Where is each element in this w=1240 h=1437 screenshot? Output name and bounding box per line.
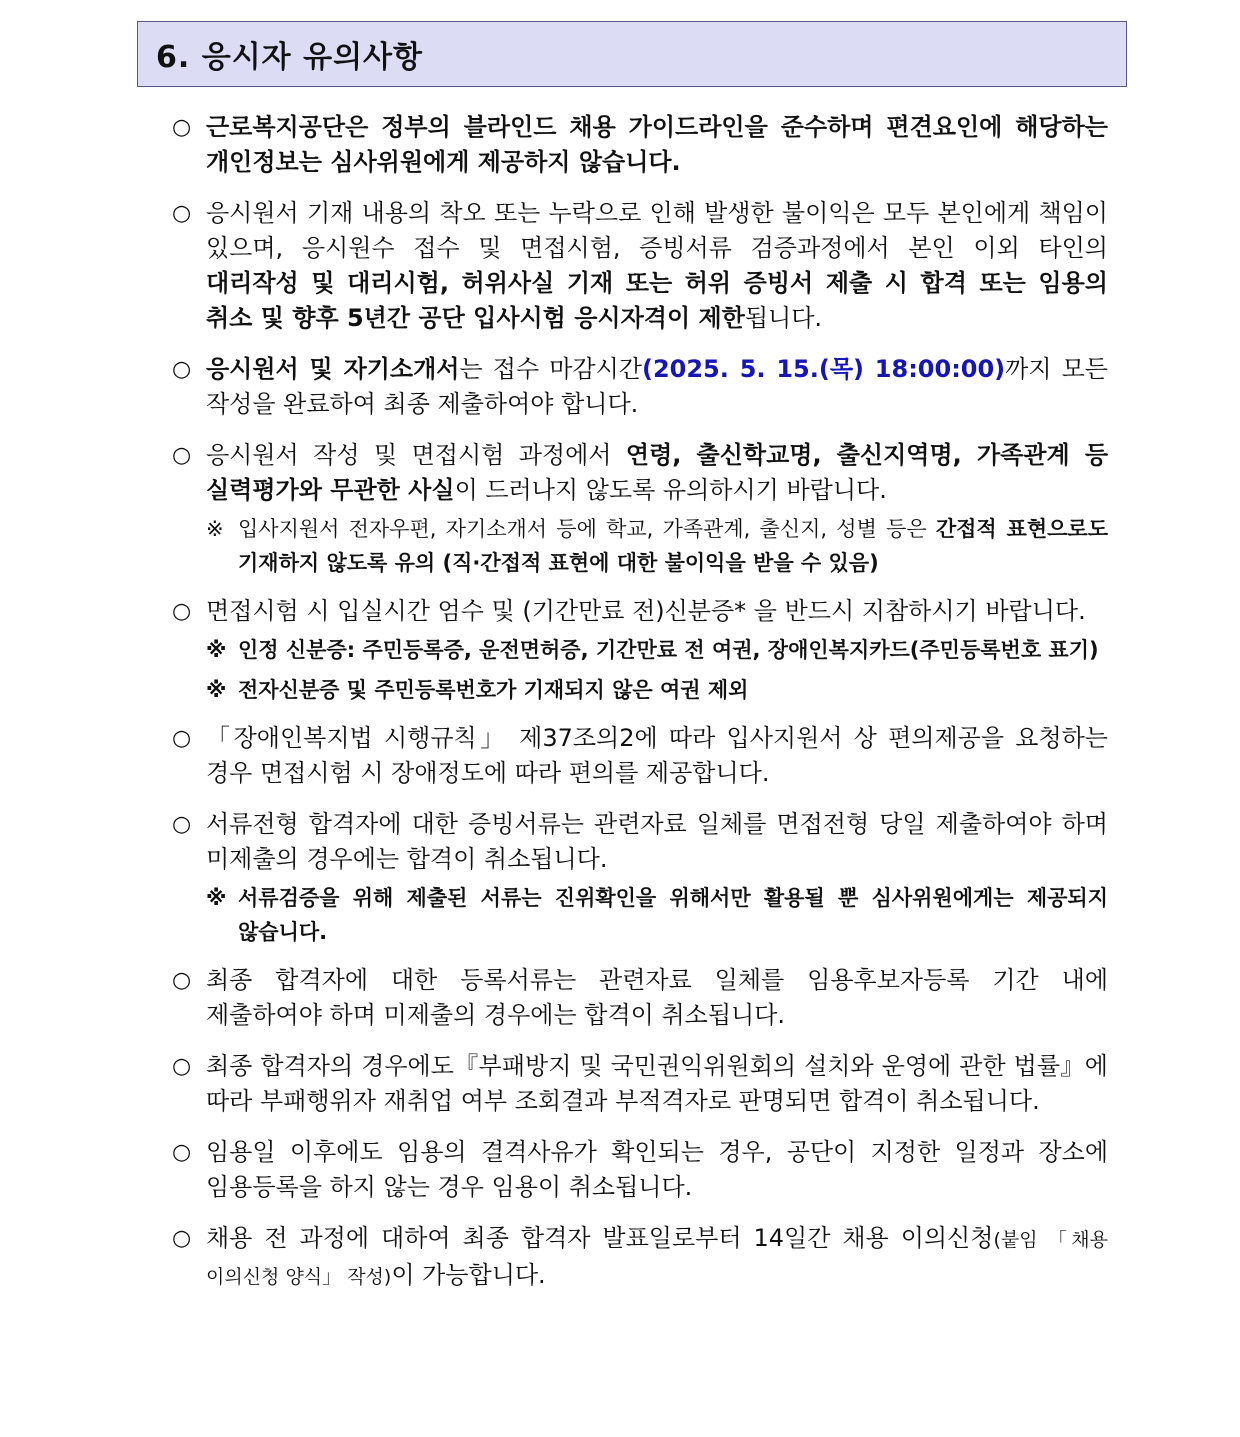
bullet-icon: ○ [172,443,192,468]
notice-item-deadline [172,352,1108,422]
notice-item-blind-hiring [172,110,1108,180]
deadline-text: (2025. 5. 15.(목) 18:00:00) [641,355,1006,383]
notice-text: 서류전형 합격자에 대한 증빙서류는 관련자료 일체를 면접전형 당일 제출하여야 하며 미제출의 경우에는 합격이 취소됩니다. [206,810,1108,873]
notice-text: 최종 합격자의 경우에도『부패방지 및 국민권익위원회의 설치와 운영에 관한 법률』에 따라 부패행위자 재취업 여부 조회결과 부적격자로 판명되면 합격이 취소됩니다. [206,1052,1108,1115]
section-title: 6. 응시자 유의사항 [156,40,424,75]
note-mark-icon: ※ [206,638,227,662]
notice-text [206,110,1108,180]
notice-bold-text: 응시원서 및 자기소개서 [206,355,460,383]
notice-item-appointment-cancellation [172,1135,1108,1205]
notice-bold-text: 대리작성 및 대리시험, 허위사실 기재 또는 허위 증빙서 제출 시 합격 또는 임용의 취소 및 향후 5년간 공단 입사시험 응시자격이 제한 [206,269,1108,332]
bullet-icon: ○ [172,726,192,751]
bullet-icon: ○ [172,1054,192,1079]
note-mark-icon: ※ [206,678,227,702]
notice-text [206,196,1108,336]
notice-text [206,438,1108,508]
notice-plain-text: 까지 모든 작성을 완료하여 최종 제출하여야 합니다. [206,355,1108,418]
notice-bold-text: 연령, 출신학교명, 출신지역명, 가족관계 등 실력평가와 무관한 사실 [206,441,1109,504]
note-excluded-ids [206,673,1108,707]
notice-text: 최종 합격자에 대한 등록서류는 관련자료 일체를 임용후보자등록 기간 내에 제출하여야 하며 미제출의 경우에는 합격이 취소됩니다. [206,966,1108,1029]
bullet-icon: ○ [172,1140,192,1165]
bullet-icon: ○ [172,357,192,382]
notice-plain-text: 응시원서 기재 내용의 착오 또는 누락으로 인해 발생한 불이익은 모두 본인에게 책임이 있으며, 응시원수 접수 및 면접시험, 증빙서류 검증과정에서 본인 이외 타인의 [206,199,1108,262]
notice-item-id-card [172,594,1108,629]
notice-item-registration-documents [172,963,1108,1033]
section-header [137,21,1127,87]
notice-plain-text: 됩니다. [744,304,823,332]
bullet-icon: ○ [172,201,192,226]
note-text: 인정 신분증: 주민등록증, 운전면허증, 기간만료 전 여권, 장애인복지카드(주민등록번호 표기) [238,638,1099,662]
note-mark-icon: ※ [206,886,227,910]
notice-bold-text: 근로복지공단은 정부의 블라인드 채용 가이드라인을 준수하며 편견요인에 해당하는 개인정보는 심사위원에게 제공하지 않습니다. [206,113,1108,176]
notice-item-application-errors [172,196,1108,336]
note-text [238,512,1108,580]
notice-item-disability-support [172,721,1108,791]
notice-text: 「장애인복지법 시행규칙」 제37조의2에 따라 입사지원서 상 편의제공을 요청하는 경우 면접시험 시 장애정도에 따라 편의를 제공합니다. [206,724,1108,787]
note-bold-text: 간접적 표현으로도 기재하지 않도록 유의 (직·간접적 표현에 대한 불이익을 받을 수 있음) [238,517,1108,575]
notice-item-document-submission [172,807,1108,877]
notice-plain-text: 는 접수 마감시간 [459,355,642,383]
note-accepted-ids [206,633,1108,667]
note-document-verification [206,881,1108,949]
notice-item-bias-info [172,438,1108,508]
note-text: 전자신분증 및 주민등록번호가 기재되지 않은 여권 제외 [238,678,749,702]
note-indirect-expression [206,512,1108,580]
notice-plain-text: 이 드러나지 않도록 유의하시기 바랍니다. [454,476,887,504]
bullet-icon: ○ [172,968,192,993]
notice-plain-text: 이 가능합니다. [391,1261,546,1289]
note-plain-text: 입사지원서 전자우편, 자기소개서 등에 학교, 가족관계, 출신지, 성별 등은 [238,517,936,541]
notice-text: 임용일 이후에도 임용의 결격사유가 확인되는 경우, 공단이 지정한 일정과 장소에 임용등록을 하지 않는 경우 임용이 취소됩니다. [206,1138,1108,1201]
bullet-icon: ○ [172,599,192,624]
bullet-icon: ○ [172,1226,192,1251]
notice-plain-text: 응시원서 작성 및 면접시험 과정에서 [206,441,626,469]
bullet-icon: ○ [172,115,192,140]
notice-text: 면접시험 시 입실시간 엄수 및 (기간만료 전)신분증* 을 반드시 지참하시기 바랍니다. [206,597,1086,625]
notice-text [206,352,1108,422]
notice-list [172,110,1108,1311]
notice-item-anti-corruption [172,1049,1108,1119]
notice-small-text: (붙임 「채용 이의신청 양식」 작성) [206,1229,1108,1288]
bullet-icon: ○ [172,812,192,837]
notice-plain-text: 채용 전 과정에 대하여 최종 합격자 발표일로부터 14일간 채용 이의신청 [206,1224,994,1252]
note-mark-icon: ※ [206,517,224,541]
notice-item-objection [172,1221,1108,1295]
notice-text [206,1221,1108,1295]
note-text: 서류검증을 위해 제출된 서류는 진위확인을 위해서만 활용될 뿐 심사위원에게는 제공되지 않습니다. [238,886,1108,944]
